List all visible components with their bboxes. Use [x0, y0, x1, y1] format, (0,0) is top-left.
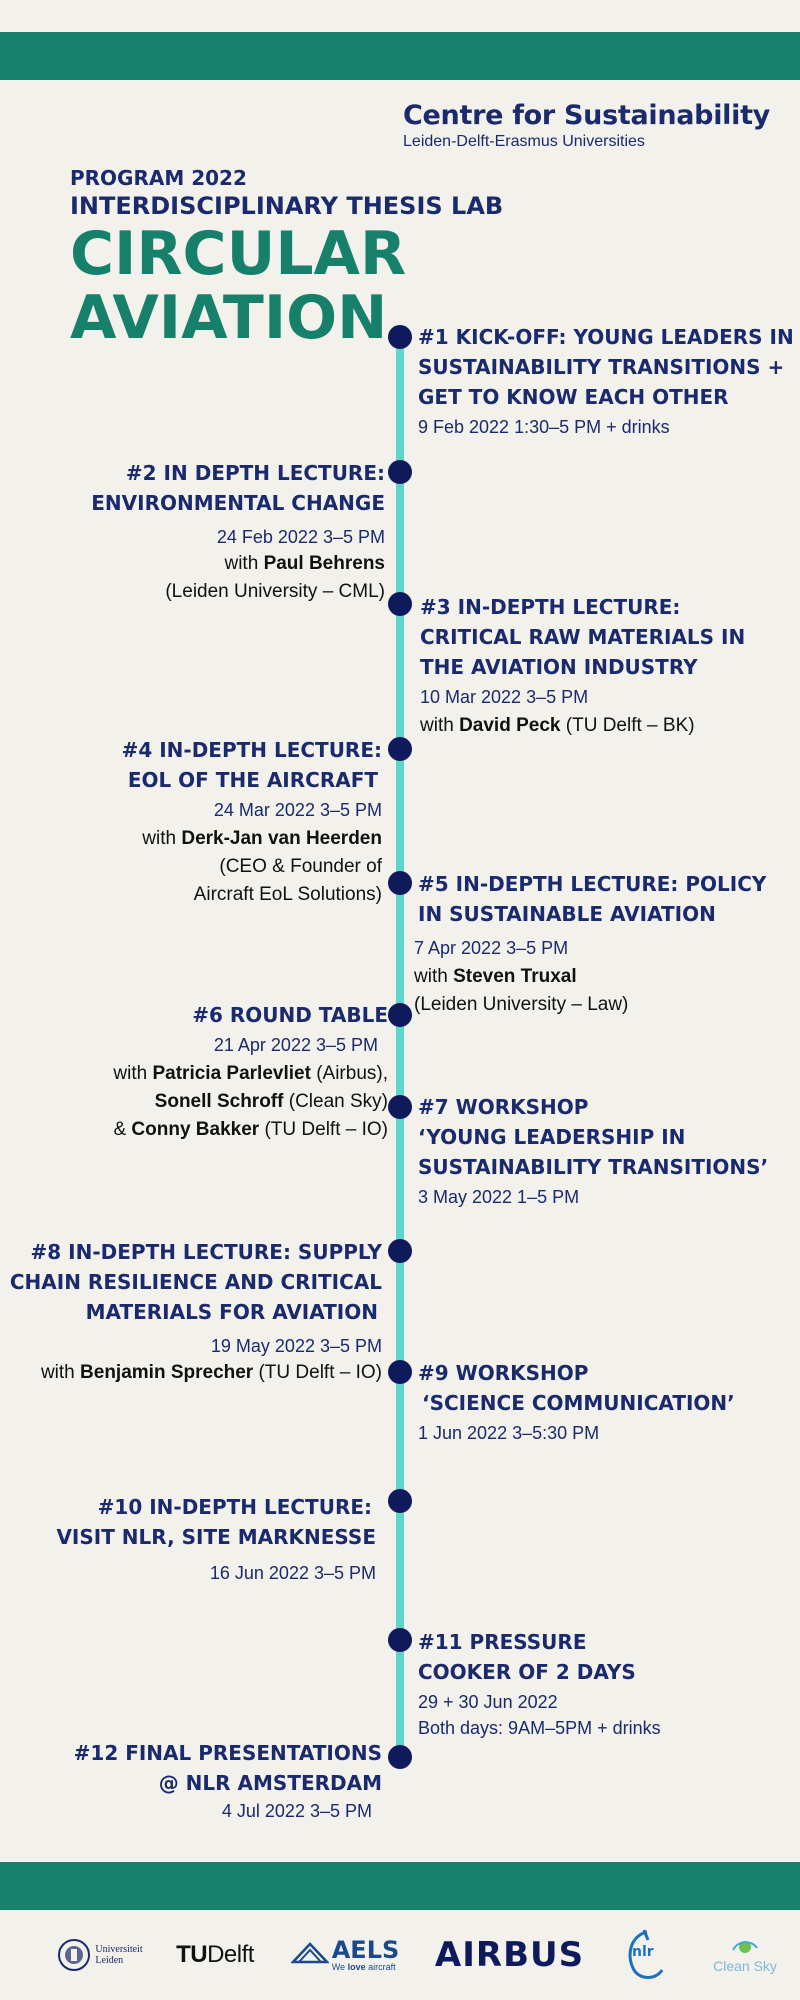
cleansky-swirl-icon	[730, 1936, 760, 1958]
event-date: 19 May 2022 3–5 PM	[210, 1336, 382, 1356]
title-line2: AVIATION	[70, 283, 388, 353]
event-date: 21 Apr 2022 3–5 PM	[213, 1035, 378, 1055]
aels-tagline: We love aircraft	[331, 1962, 396, 1972]
event-date: 3 May 2022 1–5 PM	[418, 1187, 580, 1207]
event-date: 7 Apr 2022 3–5 PM	[414, 938, 569, 958]
centre-brand	[403, 100, 770, 151]
event-title: #10 IN-DEPTH LECTURE:	[97, 1495, 372, 1519]
event-title: CHAIN RESILIENCE AND CRITICAL	[9, 1270, 382, 1294]
timeline-dot	[388, 592, 412, 616]
leiden-logo	[55, 1910, 145, 2000]
event-title: THE AVIATION INDUSTRY	[420, 655, 698, 679]
event-title: #1 KICK-OFF: YOUNG LEADERS IN	[418, 325, 794, 349]
timeline-line	[396, 335, 404, 1760]
event-title: ‘SCIENCE COMMUNICATION’	[422, 1391, 735, 1415]
event-title: #9 WORKSHOP	[418, 1361, 589, 1385]
leiden-text-1: Universiteit	[95, 1944, 143, 1955]
timeline-dot	[388, 325, 412, 349]
event-title: ‘YOUNG LEADERSHIP IN	[418, 1125, 686, 1149]
event-date: 29 + 30 Jun 2022	[418, 1692, 558, 1712]
event-speaker: with Benjamin Sprecher (TU Delft – IO)	[40, 1362, 382, 1383]
event-title: #8 IN-DEPTH LECTURE: SUPPLY	[30, 1240, 382, 1264]
event-date: 9 Feb 2022 1:30–5 PM + drinks	[418, 417, 670, 437]
tudelft-logo	[170, 1910, 260, 2000]
event-date: 24 Feb 2022 3–5 PM	[216, 527, 385, 547]
event-title: CRITICAL RAW MATERIALS IN	[420, 625, 746, 649]
tudelft-tu: TU	[176, 1941, 208, 1968]
event-8	[10, 1237, 382, 1387]
event-speaker: with Derk-Jan van Heerden	[142, 828, 382, 849]
event-title: GET TO KNOW EACH OTHER	[418, 385, 729, 409]
event-title: #7 WORKSHOP	[418, 1095, 589, 1119]
event-speaker: with Steven Truxal	[414, 966, 577, 987]
event-hours: Both days: 9AM–5PM + drinks	[418, 1718, 661, 1738]
event-title: #12 FINAL PRESENTATIONS	[73, 1741, 382, 1765]
program-label: PROGRAM 2022	[70, 166, 247, 190]
event-affiliation: (Leiden University – CML)	[165, 581, 385, 602]
aels-plane-icon	[291, 1940, 329, 1970]
timeline-dot	[388, 1360, 412, 1384]
timeline-dot	[388, 1745, 412, 1769]
event-date: 4 Jul 2022 3–5 PM	[221, 1801, 372, 1821]
lab-name: INTERDISCIPLINARY THESIS LAB	[70, 192, 504, 220]
event-title: #4 IN-DEPTH LECTURE:	[121, 738, 382, 762]
timeline-dot	[388, 1003, 412, 1027]
event-speaker: Sonell Schroff (Clean Sky)	[154, 1091, 388, 1112]
event-title: MATERIALS FOR AVIATION	[85, 1300, 378, 1324]
event-title: IN SUSTAINABLE AVIATION	[418, 902, 716, 926]
event-4	[122, 735, 382, 909]
event-title: #3 IN-DEPTH LECTURE:	[420, 595, 681, 619]
timeline-dot	[388, 737, 412, 761]
nlr-text: nlr	[632, 1944, 654, 1960]
timeline-dot	[388, 460, 412, 484]
bottom-band	[0, 1862, 800, 1910]
tudelft-delft: Delft	[207, 1941, 254, 1968]
event-title: EOL OF THE AIRCRAFT	[127, 768, 378, 792]
event-title: SUSTAINABILITY TRANSITIONS +	[418, 355, 785, 379]
airbus-text: AIRBUS	[434, 1935, 585, 1975]
nlr-logo	[612, 1910, 682, 2000]
event-date: 16 Jun 2022 3–5 PM	[209, 1563, 376, 1583]
event-speaker: with Patricia Parlevliet (Airbus),	[113, 1063, 388, 1084]
event-title: #5 IN-DEPTH LECTURE: POLICY	[418, 872, 767, 896]
leiden-text-2: Leiden	[95, 1955, 124, 1966]
event-1	[418, 322, 794, 440]
timeline-dot	[388, 871, 412, 895]
event-10	[56, 1492, 376, 1586]
event-7	[418, 1092, 768, 1210]
top-band	[0, 32, 800, 80]
airbus-logo	[432, 1910, 587, 2000]
timeline-dot	[388, 1628, 412, 1652]
cleansky-text: Clean Sky	[713, 1958, 777, 1974]
event-5	[414, 869, 767, 1019]
event-title: @ NLR AMSTERDAM	[158, 1771, 382, 1795]
cleansky-logo	[705, 1910, 785, 2000]
event-speaker: & Conny Bakker (TU Delft – IO)	[113, 1119, 388, 1140]
event-title: COOKER OF 2 DAYS	[418, 1660, 636, 1684]
event-affiliation: Aircraft EoL Solutions)	[193, 884, 382, 905]
leiden-seal-icon	[57, 1935, 91, 1975]
centre-name: Centre for Sustainability	[403, 100, 770, 131]
event-date: 1 Jun 2022 3–5:30 PM	[418, 1423, 600, 1443]
event-date: 24 Mar 2022 3–5 PM	[213, 800, 382, 820]
event-speaker: with David Peck (TU Delft – BK)	[420, 715, 695, 736]
event-12	[74, 1738, 382, 1824]
title-line1: CIRCULAR	[70, 219, 407, 289]
event-2	[91, 458, 385, 606]
event-title: SUSTAINABILITY TRANSITIONS’	[418, 1155, 769, 1179]
event-title: ENVIRONMENTAL CHANGE	[91, 491, 385, 515]
event-6	[113, 1000, 388, 1144]
event-affiliation: (CEO & Founder of	[219, 856, 382, 877]
event-title: #2 IN DEPTH LECTURE:	[125, 461, 385, 485]
event-affiliation: (Leiden University – Law)	[414, 994, 629, 1015]
event-9	[418, 1358, 735, 1446]
event-3	[420, 592, 745, 740]
event-title: #11 PRESSURE	[418, 1630, 587, 1654]
event-speaker: with Paul Behrens	[224, 553, 385, 574]
event-title: VISIT NLR, SITE MARKNESSE	[56, 1525, 376, 1549]
aels-logo	[285, 1910, 405, 2000]
event-date: 10 Mar 2022 3–5 PM	[420, 687, 589, 707]
timeline-dot	[388, 1239, 412, 1263]
partner-logos	[0, 1910, 800, 2000]
timeline-dot	[388, 1489, 412, 1513]
timeline-dot	[388, 1095, 412, 1119]
aels-text: AELS	[331, 1936, 400, 1964]
centre-universities: Leiden-Delft-Erasmus Universities	[403, 133, 645, 150]
event-title: #6 ROUND TABLE	[192, 1003, 388, 1027]
event-11	[418, 1627, 661, 1741]
